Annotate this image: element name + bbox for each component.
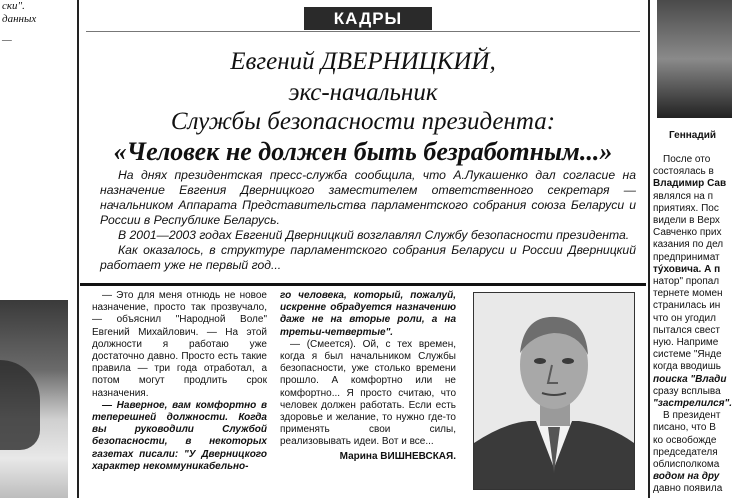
- right-photo: [657, 0, 732, 118]
- rubric-label: КАДРЫ: [304, 7, 432, 30]
- lead-text: [100, 168, 636, 273]
- column-separator: [77, 0, 79, 498]
- right-line: что он угодил: [653, 312, 716, 324]
- right-line: председателя: [653, 446, 718, 458]
- portrait-image: [474, 293, 634, 489]
- right-line: странилась ин: [653, 300, 721, 312]
- left-column: [0, 0, 76, 498]
- right-line: казания по дел: [653, 239, 724, 251]
- right-line: натор" пропал: [653, 276, 720, 288]
- interview-paragraph: — (Смеется). Ой, с тех времен, когда я был начальником Службы безопасности, уже столько времени прошло. А комфортно или не комфортно... Я просто считаю, что человек должен работать. Если есть здоровье и желание, то нужно где-то применять свои силы, реализовывать идеи. Вот и все...: [280, 338, 456, 448]
- right-line: давно появила: [653, 483, 723, 495]
- right-line: "застрелился".: [653, 398, 732, 410]
- section-rule: [80, 283, 646, 286]
- right-line: пытался свест: [653, 324, 721, 336]
- right-column: [651, 0, 732, 498]
- right-line: приятиях. Пос: [653, 202, 719, 214]
- right-line: поиска "Влади: [653, 373, 727, 385]
- right-line: В президент: [663, 410, 721, 422]
- right-photo-caption: Геннадий: [669, 130, 717, 141]
- left-line: ски".: [2, 0, 25, 12]
- left-line: данных: [2, 13, 37, 25]
- right-line: ко освобожде: [653, 434, 717, 446]
- left-line: —: [2, 34, 12, 46]
- left-column-text: [0, 0, 76, 47]
- rubric-divider: [86, 31, 640, 32]
- author-signature: Марина ВИШНЕВСКАЯ.: [339, 450, 456, 462]
- headline-quote: «Человек не должен быть безработным...»: [113, 137, 613, 166]
- column-separator: [648, 0, 650, 498]
- right-line: После ото: [663, 154, 711, 165]
- right-line: писано, что В: [653, 422, 716, 434]
- right-line: системе "Янде: [653, 349, 722, 361]
- right-line: тернете момен: [653, 288, 723, 300]
- right-line: водом на дру: [653, 471, 720, 483]
- right-line: тýховича. А п: [653, 263, 721, 275]
- headline-name: Евгений ДВЕРНИЦКИЙ,: [230, 48, 496, 75]
- right-line: облисполкома: [653, 459, 720, 471]
- right-line: состоялась в: [653, 166, 714, 178]
- portrait-photo: [473, 292, 635, 490]
- lead-paragraph: На днях президентская пресс-служба сообщила, что А.Лукашенко дал согласие на назначение Евгения Дверницкого заместителем ответственного секретаря — начальником Аппарата Представительства парламентского собрания союза Беларуси и России в Республике Беларусь.: [100, 168, 636, 227]
- headline-org: Службы безопасности президента:: [170, 108, 556, 135]
- interview-column-1: [92, 290, 267, 473]
- right-line: предпринимат: [653, 251, 720, 263]
- interview-column-2: [280, 290, 456, 463]
- interview-paragraph: — Это для меня отнюдь не новое назначение, просто так прозвучало, — объяснил "Народной Воле" Евгений Михайлович. — На этой должности я работаю уже достаточно давно. Просто есть такие правила — три года отработал, а потом могут продлить срок назначения.: [92, 290, 267, 399]
- interview-question: го человека, который, пожалуй, искренне обрадуется назначению даже не на вторые роли, а на третьи-четвертые".: [280, 290, 456, 338]
- right-line: когда вводишь: [653, 361, 721, 373]
- headline-role: экс-начальник: [288, 79, 438, 106]
- right-line: Владимир Сав: [653, 178, 727, 190]
- lead-paragraph: Как оказалось, в структуре парламентского собрания Беларуси и России Дверницкий работает уже не первый год...: [100, 243, 636, 272]
- lead-paragraph: В 2001—2003 годах Евгений Дверницкий возглавлял Службу безопасности президента.: [118, 228, 630, 242]
- article: [80, 0, 646, 498]
- right-line: сразу всплыва: [653, 385, 721, 397]
- left-photo: [0, 300, 68, 498]
- right-line: видели в Верх: [653, 215, 720, 227]
- right-line: Савченко прих: [653, 227, 722, 239]
- right-column-text: [653, 154, 732, 496]
- right-line: ную. Наприме: [653, 337, 719, 349]
- interview-question: — Наверное, вам комфортно в теперешней должности. Когда вы руководили Службой безопасности, в некоторых газетах писали: "У Дверницкого характер некоммуникабельно-: [92, 399, 267, 472]
- right-line: являлся на п: [653, 190, 714, 202]
